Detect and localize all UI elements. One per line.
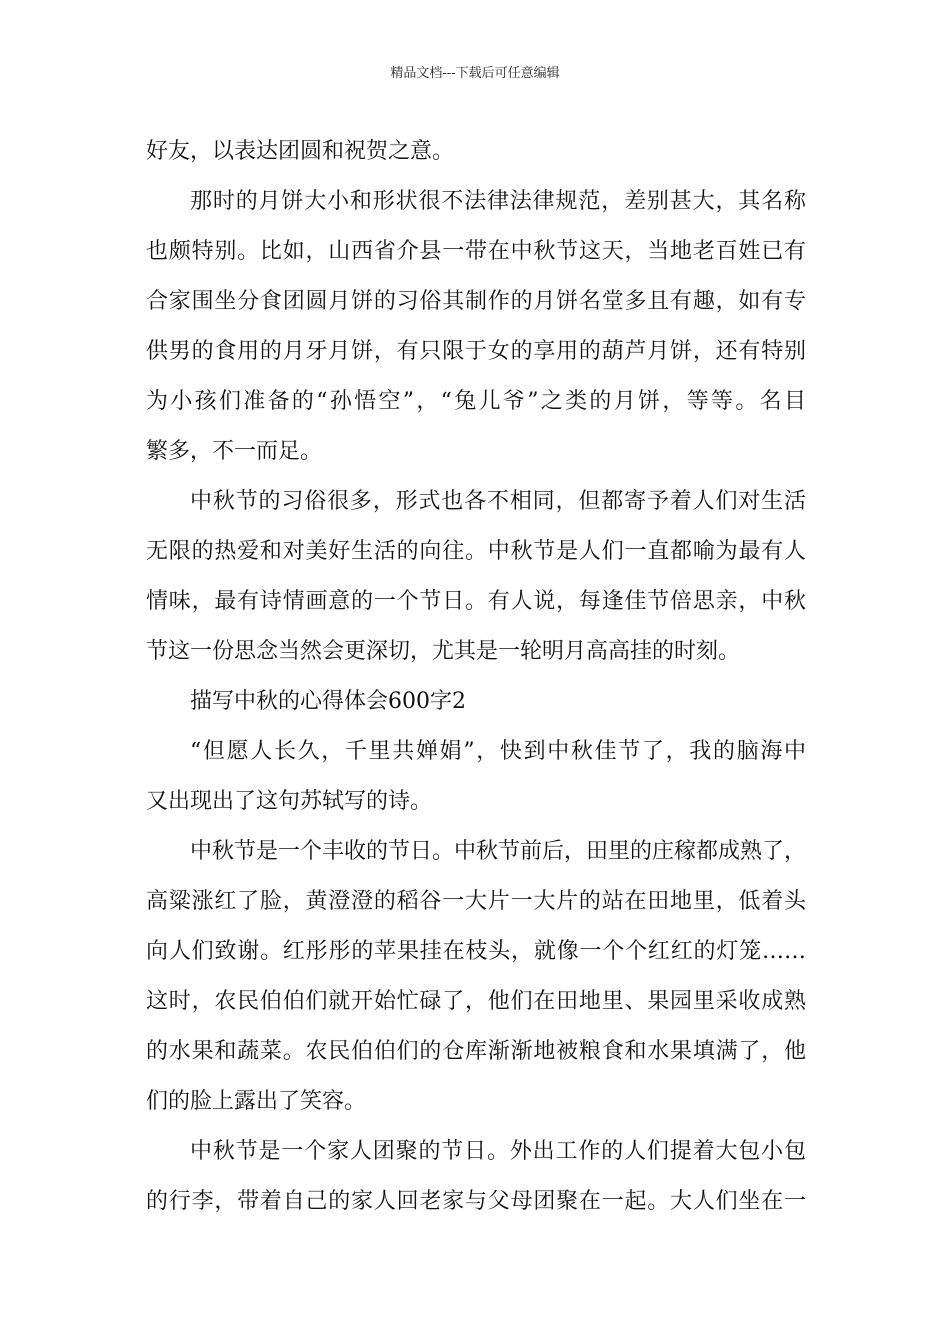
text-line-17: 向人们致谢。红彤彤的苹果挂在枝头，就像一个个红红的灯笼…… [146, 939, 806, 964]
text-line-4: 合家围坐分食团圆月饼的习俗其制作的月饼名堂多且有趣，如有专 [146, 289, 806, 314]
text-line-2: 那时的月饼大小和形状很不法律法律规范，差别甚大，其名称 [190, 189, 806, 214]
section-heading: 描写中秋的心得体会600字2 [190, 689, 466, 714]
text-line-16: 高粱涨红了脸，黄澄澄的稻谷一大片一大片的站在田地里，低着头 [146, 889, 806, 914]
text-line-6: 为小孩们准备的“孙悟空”，“兔儿爷”之类的月饼，等等。名目 [146, 389, 806, 414]
text-line-20: 们的脸上露出了笑容。 [146, 1089, 367, 1114]
text-line-19: 的水果和蔬菜。农民伯伯们的仓库渐渐地被粮食和水果填满了，他 [146, 1039, 806, 1064]
text-line-18: 这时，农民伯伯们就开始忙碌了，他们在田地里、果园里采收成熟 [146, 989, 806, 1014]
text-line-21: 中秋节是一个家人团聚的节日。外出工作的人们提着大包小包 [190, 1139, 806, 1164]
text-line-8: 中秋节的习俗很多，形式也各不相同，但都寄予着人们对生活 [190, 489, 806, 514]
text-line-13: “但愿人长久，千里共婵娟”，快到中秋佳节了，我的脑海中 [190, 739, 806, 764]
text-line-7: 繁多，不一而足。 [146, 439, 323, 464]
text-line-3: 也颇特别。比如，山西省介县一带在中秋节这天，当地老百姓已有 [146, 239, 806, 264]
text-line-10: 情味，最有诗情画意的一个节日。有人说，每逢佳节倍思亲，中秋 [146, 589, 806, 614]
text-line-11: 节这一份思念当然会更深切，尤其是一轮明月高高挂的时刻。 [146, 639, 741, 664]
text-line-14: 又出现出了这句苏轼写的诗。 [146, 789, 433, 814]
text-line-22: 的行李，带着自己的家人回老家与父母团聚在一起。大人们坐在一 [146, 1189, 806, 1214]
text-line-1: 好友，以表达团圆和祝贺之意。 [146, 139, 455, 164]
text-line-15: 中秋节是一个丰收的节日。中秋节前后，田里的庄稼都成熟了， [190, 839, 807, 864]
text-line-9: 无限的热爱和对美好生活的向往。中秋节是人们一直都喻为最有人 [146, 539, 806, 564]
text-line-5: 供男的食用的月牙月饼，有只限于女的享用的葫芦月饼，还有特别 [146, 339, 806, 364]
page-header: 精品文档---下载后可任意编辑 [390, 66, 560, 81]
